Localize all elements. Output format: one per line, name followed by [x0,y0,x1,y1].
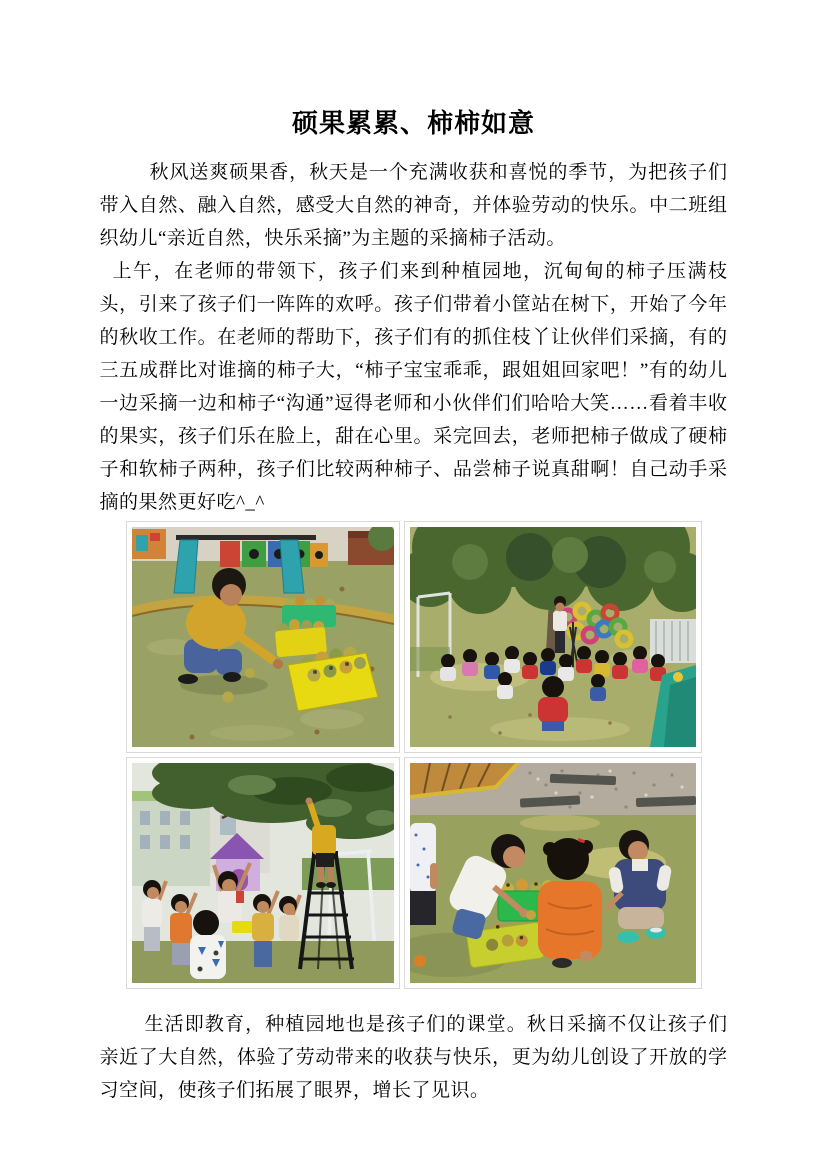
paragraph-activity: 上午，在老师的带领下，孩子们来到种植园地，沉甸甸的柿子压满枝头，引来了孩子们一阵阵的欢呼。孩子们带着小筐站在树下，开始了今年的秋收工作。在老师的帮助下，孩子们有的抓住枝丫让伙伴们采摘，有的三五成群比对谁摘的柿子大，“柿子宝宝乖乖，跟姐姐回家吧！”有的幼儿一边采摘一边和柿子“沟通”逗得老师和小伙伴们们哈哈大笑……看着丰收的果实，孩子们乐在脸上，甜在心里。采完回去，老师把柿子做成了硬柿子和软柿子两种，孩子们比较两种柿子、品尝柿子说真甜啊！自己动手采摘的果然更好吃^_^ [99,261,728,513]
paragraph-conclusion: 生活即教育，种植园地也是孩子们的课堂。秋日采摘不仅让孩子们亲近了大自然，体验了劳动带来的收获与快乐，更为幼儿创设了开放的学习空间，使孩子们拓展了眼界，增长了见识。 [99,1014,728,1101]
photo-bottom-right [404,757,702,989]
photo-top-left-image [132,527,394,747]
photo-grid [126,521,702,989]
photo-top-left [126,521,400,753]
child-left-edge [410,823,438,925]
paragraph-intro: 秋风送爽硕果香，秋天是一个充满收获和喜悦的季节，为把孩子们带入自然、融入自然，感受大自然的神奇，并体验劳动的快乐。中二班组织幼儿“亲近自然，快乐采摘”为主题的采摘柿子活动。 [99,162,728,249]
photo-bottom-left [126,757,400,989]
photo-top-right [404,521,702,753]
document-body [100,156,728,1107]
photo-top-right-image [410,527,696,747]
photo-bottom-left-image [132,763,394,983]
page-title: 硕果累累、柿柿如意 [291,108,535,138]
photo-bottom-right-image [410,763,696,983]
